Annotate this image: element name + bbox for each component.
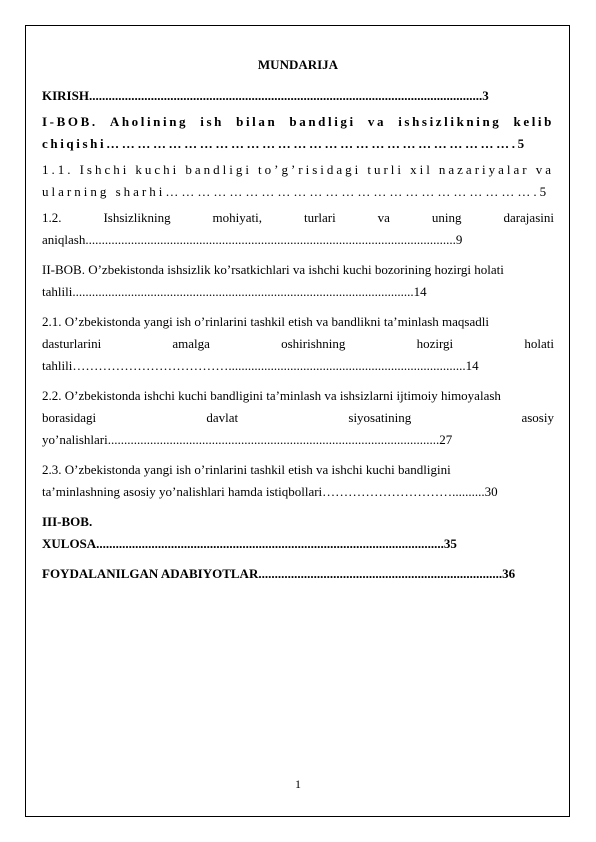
- word: hozirgi: [416, 336, 454, 351]
- word: oshirishning: [281, 336, 346, 351]
- word: 1.2.: [42, 210, 62, 225]
- word: dasturlarini: [42, 336, 102, 351]
- toc-line: tahlili……………………………….........................................................................14: [42, 358, 479, 373]
- word: darajasini: [503, 210, 554, 225]
- word: bandligi: [185, 162, 252, 177]
- word: 1.1.: [42, 162, 74, 177]
- word: xil: [410, 162, 433, 177]
- toc-entry-bob3: [42, 511, 554, 555]
- word: uning: [431, 210, 462, 225]
- toc-line: II-BOB. O’zbekistonda ishsizlik ko’rsatkichlari va ishchi kuchi bozorining hozirgi holati: [42, 262, 504, 277]
- word: Ishsizlikning: [103, 210, 171, 225]
- word: kuchi: [135, 162, 180, 177]
- toc-entry-2-3: [42, 459, 554, 503]
- word: amalga: [172, 336, 210, 351]
- word: kelib: [513, 114, 554, 129]
- toc-line: yo’nalishlari......................................................................................................27: [42, 432, 453, 447]
- toc-line: 2.1. O’zbekistonda yangi ish o’rinlarini tashkil etish va bandlikni ta’minlash maqsadli: [42, 314, 489, 329]
- toc-line: chiqishi…………………………………………………………………….5: [42, 136, 527, 151]
- word: siyosatining: [348, 410, 412, 425]
- toc-line: aniqlash..................................................................................................................9: [42, 232, 463, 247]
- toc-line: XULOSA...........................................................................................................35: [42, 536, 457, 551]
- toc-entry-bob1: [42, 111, 554, 155]
- word: ishsizlikning: [398, 114, 502, 129]
- toc-line: ta’minlashning asosiy yo’nalishlari hamda istiqbollari…………………………..........30: [42, 484, 498, 499]
- word: va: [367, 114, 387, 129]
- toc-line: III-BOB.: [42, 514, 93, 529]
- word: borasidagi: [42, 410, 97, 425]
- toc-entry-kirish: KIRISH.........................................................................................................................3: [42, 88, 489, 103]
- toc-line: [42, 159, 554, 181]
- word: ish: [200, 114, 224, 129]
- word: Aholining: [109, 114, 189, 129]
- word: turlari: [303, 210, 336, 225]
- word: holati: [524, 336, 554, 351]
- table-of-contents: [42, 57, 554, 589]
- word: asosiy: [521, 410, 554, 425]
- toc-entry-1-2: [42, 207, 554, 251]
- toc-entry-bob2: [42, 259, 554, 303]
- word: bilan: [236, 114, 278, 129]
- toc-entry-2-1: [42, 311, 554, 377]
- word: turli: [367, 162, 405, 177]
- word: to’g’risidagi: [258, 162, 362, 177]
- word: va: [377, 210, 390, 225]
- word: I-BOB.: [42, 114, 98, 129]
- toc-line: [42, 111, 554, 133]
- toc-entry-2-2: [42, 385, 554, 451]
- page-number: 1: [295, 777, 301, 791]
- word: bandligi: [289, 114, 356, 129]
- toc-title: MUNDARIJA: [257, 57, 339, 72]
- word: davlat: [206, 410, 239, 425]
- word: va: [535, 162, 554, 177]
- toc-line: [42, 207, 554, 229]
- toc-line: tahlili.........................................................................................................14: [42, 284, 427, 299]
- word: Ishchi: [79, 162, 130, 177]
- word: mohiyati,: [212, 210, 263, 225]
- toc-entry-1-1: [42, 159, 554, 203]
- toc-line: [42, 333, 554, 355]
- toc-entry-adabiyotlar: FOYDALANILGAN ADABIYOTLAR...........................................................................36: [42, 566, 516, 581]
- word: nazariyalar: [438, 162, 530, 177]
- toc-line: [42, 407, 554, 429]
- toc-line: ularning sharhi…………………………………………………………….5: [42, 184, 550, 199]
- toc-line: 2.3. O’zbekistonda yangi ish o’rinlarini tashkil etish va ishchi kuchi bandligini: [42, 462, 451, 477]
- toc-line: 2.2. O’zbekistonda ishchi kuchi bandligini ta’minlash va ishsizlarni ijtimoiy himoyalash: [42, 388, 501, 403]
